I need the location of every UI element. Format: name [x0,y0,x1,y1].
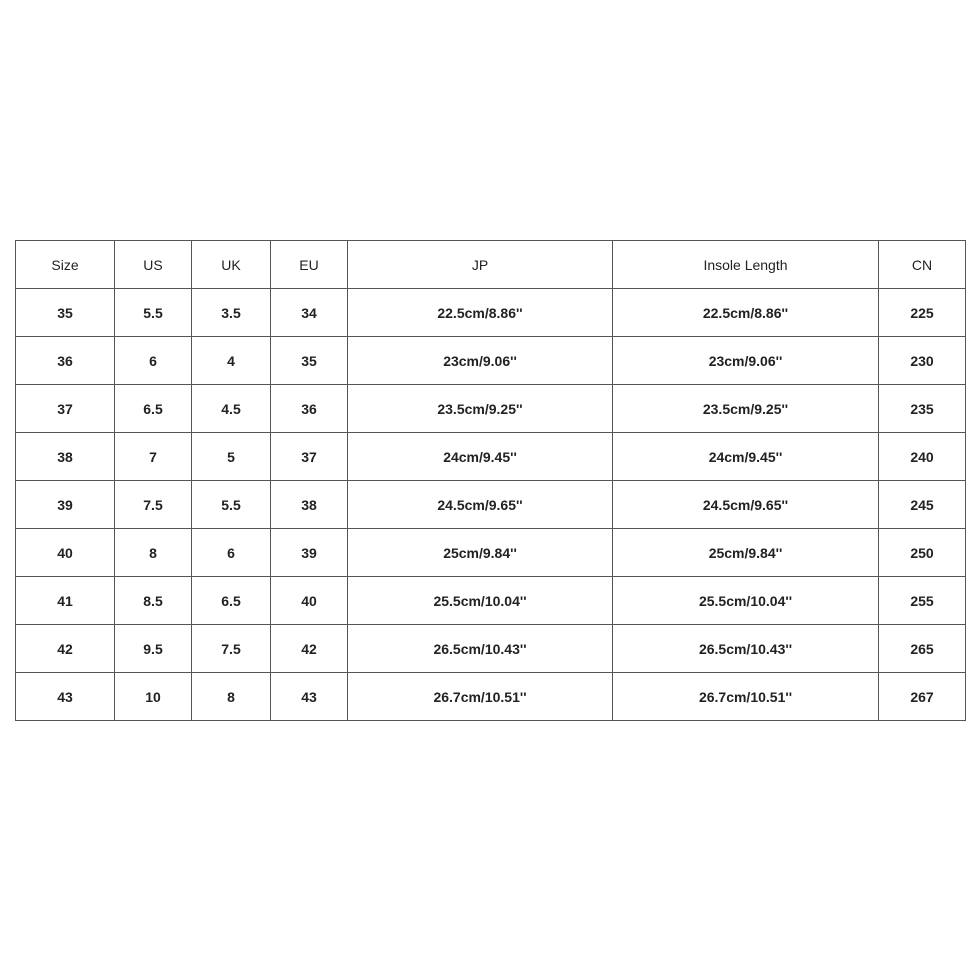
cell-insole-length: 25cm/9.84'' [613,529,879,577]
cell-insole-length: 26.7cm/10.51'' [613,673,879,721]
cell-insole-length: 24cm/9.45'' [613,433,879,481]
cell-insole-length: 25.5cm/10.04'' [613,577,879,625]
cell-eu: 39 [271,529,348,577]
table-row [16,481,966,529]
header-cn: CN [879,241,966,289]
cell-uk: 3.5 [192,289,271,337]
cell-cn: 240 [879,433,966,481]
cell-eu: 38 [271,481,348,529]
cell-eu: 34 [271,289,348,337]
cell-uk: 4.5 [192,385,271,433]
cell-us: 10 [115,673,192,721]
cell-eu: 36 [271,385,348,433]
cell-jp: 24cm/9.45'' [348,433,613,481]
cell-jp: 23.5cm/9.25'' [348,385,613,433]
cell-us: 8.5 [115,577,192,625]
cell-us: 8 [115,529,192,577]
table-row [16,625,966,673]
header-row [16,241,966,289]
cell-us: 5.5 [115,289,192,337]
cell-eu: 43 [271,673,348,721]
cell-size: 43 [16,673,115,721]
cell-insole-length: 23.5cm/9.25'' [613,385,879,433]
table-row [16,529,966,577]
cell-size: 41 [16,577,115,625]
cell-insole-length: 26.5cm/10.43'' [613,625,879,673]
cell-size: 35 [16,289,115,337]
cell-cn: 225 [879,289,966,337]
cell-us: 9.5 [115,625,192,673]
cell-uk: 6 [192,529,271,577]
cell-uk: 5.5 [192,481,271,529]
table-body [16,289,966,721]
header-eu: EU [271,241,348,289]
cell-cn: 267 [879,673,966,721]
cell-uk: 4 [192,337,271,385]
cell-us: 7.5 [115,481,192,529]
cell-size: 37 [16,385,115,433]
cell-size: 36 [16,337,115,385]
cell-cn: 265 [879,625,966,673]
cell-insole-length: 24.5cm/9.65'' [613,481,879,529]
table-row [16,577,966,625]
cell-eu: 42 [271,625,348,673]
header-uk: UK [192,241,271,289]
cell-jp: 24.5cm/9.65'' [348,481,613,529]
header-size: Size [16,241,115,289]
cell-jp: 26.5cm/10.43'' [348,625,613,673]
cell-jp: 25cm/9.84'' [348,529,613,577]
table-row [16,673,966,721]
size-chart-table [15,240,966,721]
cell-size: 39 [16,481,115,529]
cell-us: 7 [115,433,192,481]
header-us: US [115,241,192,289]
cell-eu: 40 [271,577,348,625]
cell-us: 6.5 [115,385,192,433]
cell-insole-length: 22.5cm/8.86'' [613,289,879,337]
cell-uk: 7.5 [192,625,271,673]
table-row [16,433,966,481]
cell-cn: 255 [879,577,966,625]
table-row [16,385,966,433]
cell-size: 40 [16,529,115,577]
header-insole-length: Insole Length [613,241,879,289]
cell-cn: 250 [879,529,966,577]
table-header [16,241,966,289]
cell-eu: 35 [271,337,348,385]
header-jp: JP [348,241,613,289]
cell-uk: 6.5 [192,577,271,625]
cell-uk: 5 [192,433,271,481]
cell-jp: 22.5cm/8.86'' [348,289,613,337]
cell-insole-length: 23cm/9.06'' [613,337,879,385]
cell-jp: 23cm/9.06'' [348,337,613,385]
cell-cn: 235 [879,385,966,433]
cell-size: 42 [16,625,115,673]
cell-jp: 26.7cm/10.51'' [348,673,613,721]
cell-us: 6 [115,337,192,385]
cell-eu: 37 [271,433,348,481]
cell-uk: 8 [192,673,271,721]
cell-size: 38 [16,433,115,481]
table-row [16,337,966,385]
cell-jp: 25.5cm/10.04'' [348,577,613,625]
cell-cn: 230 [879,337,966,385]
cell-cn: 245 [879,481,966,529]
table-row [16,289,966,337]
